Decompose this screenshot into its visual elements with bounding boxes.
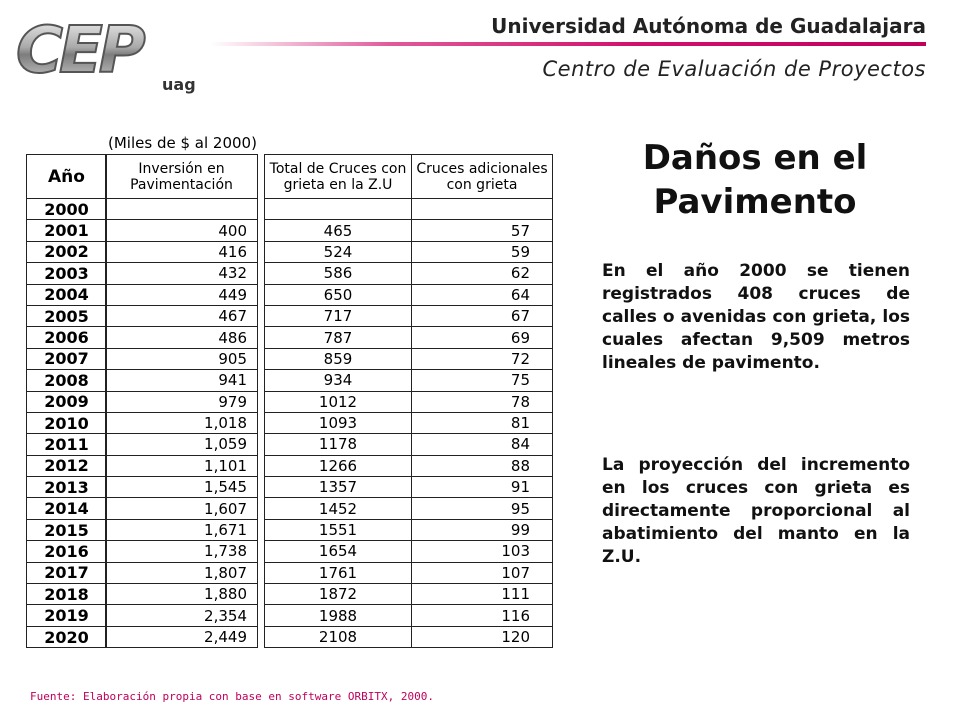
total-cracks-header: Total de Cruces con grieta en la Z.U [265, 155, 412, 199]
table-row [27, 477, 107, 498]
total-cracks-cell: 934 [265, 370, 412, 391]
table-row [106, 626, 258, 647]
total-cracks-cell: 1761 [265, 562, 412, 583]
table-row [265, 391, 553, 412]
year-cell: 2013 [27, 477, 107, 498]
year-header: Año [27, 155, 107, 199]
table-row [27, 263, 107, 284]
year-cell: 2017 [27, 562, 107, 583]
table-row [27, 327, 107, 348]
table-row [106, 370, 258, 391]
year-cell: 2004 [27, 284, 107, 305]
investment-cell: 1,101 [106, 455, 258, 476]
year-cell: 2014 [27, 498, 107, 519]
table-row [106, 263, 258, 284]
additional-cracks-cell: 57 [412, 220, 553, 241]
table-row [265, 284, 553, 305]
source-note: Fuente: Elaboración propia con base en software ORBITX, 2000. [30, 690, 434, 703]
table-row [265, 498, 553, 519]
table-row [27, 220, 107, 241]
year-cell: 2016 [27, 541, 107, 562]
additional-cracks-cell: 72 [412, 348, 553, 369]
additional-cracks-cell: 67 [412, 305, 553, 326]
table-row [265, 412, 553, 433]
total-cracks-cell: 1872 [265, 584, 412, 605]
table-row [265, 626, 553, 647]
table-row [265, 519, 553, 540]
table-row [27, 412, 107, 433]
total-cracks-cell: 2108 [265, 626, 412, 647]
investment-cell: 400 [106, 220, 258, 241]
table-row [106, 605, 258, 626]
table-row [265, 434, 553, 455]
total-cracks-cell: 1988 [265, 605, 412, 626]
table-row [265, 477, 553, 498]
table-row [106, 477, 258, 498]
investment-cell: 2,449 [106, 626, 258, 647]
svg-text:CEP: CEP [16, 14, 142, 88]
investment-cell: 1,545 [106, 477, 258, 498]
total-cracks-cell: 1357 [265, 477, 412, 498]
additional-cracks-cell: 59 [412, 241, 553, 262]
total-cracks-cell: 465 [265, 220, 412, 241]
year-cell: 2007 [27, 348, 107, 369]
paragraph-registered-cracks: En el año 2000 se tienen registrados 408 cruces de calles o avenidas con grieta, los cuales afectan 9,509 metros lineales de pavimento. [602, 261, 910, 373]
year-cell: 2001 [27, 220, 107, 241]
table-row [265, 455, 553, 476]
investment-cell: 449 [106, 284, 258, 305]
total-cracks-cell: 859 [265, 348, 412, 369]
table-row [265, 220, 553, 241]
paragraph-projection: La proyección del incremento en los cruces con grieta es directamente proporcional al abatimiento del manto en la Z.U. [602, 455, 910, 567]
table-row [106, 455, 258, 476]
table-row [106, 498, 258, 519]
year-cell: 2010 [27, 412, 107, 433]
investment-cell [106, 199, 258, 220]
year-cell: 2015 [27, 519, 107, 540]
year-cell: 2008 [27, 370, 107, 391]
table-row [106, 391, 258, 412]
table-row [106, 305, 258, 326]
year-cell: 2002 [27, 241, 107, 262]
investment-cell: 905 [106, 348, 258, 369]
table-row [265, 348, 553, 369]
total-cracks-cell: 1012 [265, 391, 412, 412]
total-cracks-cell: 717 [265, 305, 412, 326]
table-row [265, 370, 553, 391]
university-name: Universidad Autónoma de Guadalajara [491, 14, 926, 38]
year-cell: 2018 [27, 584, 107, 605]
additional-cracks-cell: 107 [412, 562, 553, 583]
year-cell: 2020 [27, 626, 107, 647]
svg-text:uag: uag [162, 75, 196, 94]
total-cracks-cell: 787 [265, 327, 412, 348]
year-cell: 2006 [27, 327, 107, 348]
table-row [27, 455, 107, 476]
investment-cell: 979 [106, 391, 258, 412]
additional-cracks-cell [412, 199, 553, 220]
table-row [265, 199, 553, 220]
year-cell: 2012 [27, 455, 107, 476]
table-row [106, 220, 258, 241]
investment-cell: 1,018 [106, 412, 258, 433]
additional-cracks-cell: 111 [412, 584, 553, 605]
table-row [27, 241, 107, 262]
table-row [27, 605, 107, 626]
additional-cracks-cell: 62 [412, 263, 553, 284]
table-row [106, 434, 258, 455]
investment-cell: 1,738 [106, 541, 258, 562]
table-row [27, 434, 107, 455]
investment-cell: 1,671 [106, 519, 258, 540]
additional-cracks-cell: 95 [412, 498, 553, 519]
table-row [27, 348, 107, 369]
table-row [106, 241, 258, 262]
table-row [106, 519, 258, 540]
investment-cell: 1,607 [106, 498, 258, 519]
table-row [265, 263, 553, 284]
table-row [27, 305, 107, 326]
investment-cell: 467 [106, 305, 258, 326]
additional-cracks-cell: 103 [412, 541, 553, 562]
cep-logo [14, 12, 204, 94]
table-row [265, 541, 553, 562]
table-row [27, 199, 107, 220]
table-row [106, 562, 258, 583]
investment-cell: 941 [106, 370, 258, 391]
table-row [265, 241, 553, 262]
table-row [27, 370, 107, 391]
total-cracks-cell: 1178 [265, 434, 412, 455]
additional-cracks-cell: 81 [412, 412, 553, 433]
additional-cracks-cell: 99 [412, 519, 553, 540]
header-divider [210, 42, 926, 46]
table-row [27, 498, 107, 519]
year-cell: 2011 [27, 434, 107, 455]
total-cracks-cell: 1551 [265, 519, 412, 540]
investment-cell: 416 [106, 241, 258, 262]
table-row [106, 541, 258, 562]
additional-cracks-cell: 120 [412, 626, 553, 647]
investment-header: Inversión en Pavimentación [106, 155, 258, 199]
table-row [106, 327, 258, 348]
total-cracks-cell: 1266 [265, 455, 412, 476]
total-cracks-cell: 1093 [265, 412, 412, 433]
additional-cracks-header: Cruces adicionales con grieta [412, 155, 553, 199]
year-cell: 2003 [27, 263, 107, 284]
additional-cracks-cell: 84 [412, 434, 553, 455]
year-cell: 2009 [27, 391, 107, 412]
year-cell: 2019 [27, 605, 107, 626]
cracks-table [264, 154, 553, 648]
additional-cracks-cell: 91 [412, 477, 553, 498]
total-cracks-cell: 586 [265, 263, 412, 284]
table-row [27, 584, 107, 605]
table-row [106, 199, 258, 220]
year-table [26, 154, 107, 648]
total-cracks-cell: 1452 [265, 498, 412, 519]
table-row [265, 605, 553, 626]
additional-cracks-cell: 69 [412, 327, 553, 348]
investment-cell: 1,059 [106, 434, 258, 455]
additional-cracks-cell: 78 [412, 391, 553, 412]
center-name: Centro de Evaluación de Proyectos [542, 57, 926, 81]
investment-cell: 1,880 [106, 584, 258, 605]
table-row [27, 284, 107, 305]
investment-cell: 2,354 [106, 605, 258, 626]
table-row [106, 412, 258, 433]
total-cracks-cell [265, 199, 412, 220]
investment-cell: 432 [106, 263, 258, 284]
table-row [27, 391, 107, 412]
total-cracks-cell: 524 [265, 241, 412, 262]
year-cell: 2005 [27, 305, 107, 326]
investment-cell: 486 [106, 327, 258, 348]
additional-cracks-cell: 75 [412, 370, 553, 391]
table-row [106, 284, 258, 305]
table-row [27, 541, 107, 562]
table-row [265, 562, 553, 583]
year-cell: 2000 [27, 199, 107, 220]
table-row [265, 584, 553, 605]
page-title: Daños en el Pavimento [642, 138, 868, 222]
table-row [27, 519, 107, 540]
table-row [265, 327, 553, 348]
total-cracks-cell: 1654 [265, 541, 412, 562]
table-row [106, 348, 258, 369]
table-row [106, 584, 258, 605]
table-row [27, 562, 107, 583]
additional-cracks-cell: 88 [412, 455, 553, 476]
investment-cell: 1,807 [106, 562, 258, 583]
total-cracks-cell: 650 [265, 284, 412, 305]
table-row [265, 305, 553, 326]
additional-cracks-cell: 116 [412, 605, 553, 626]
units-note: (Miles de $ al 2000) [108, 134, 257, 152]
investment-table [105, 154, 258, 648]
additional-cracks-cell: 64 [412, 284, 553, 305]
table-row [27, 626, 107, 647]
